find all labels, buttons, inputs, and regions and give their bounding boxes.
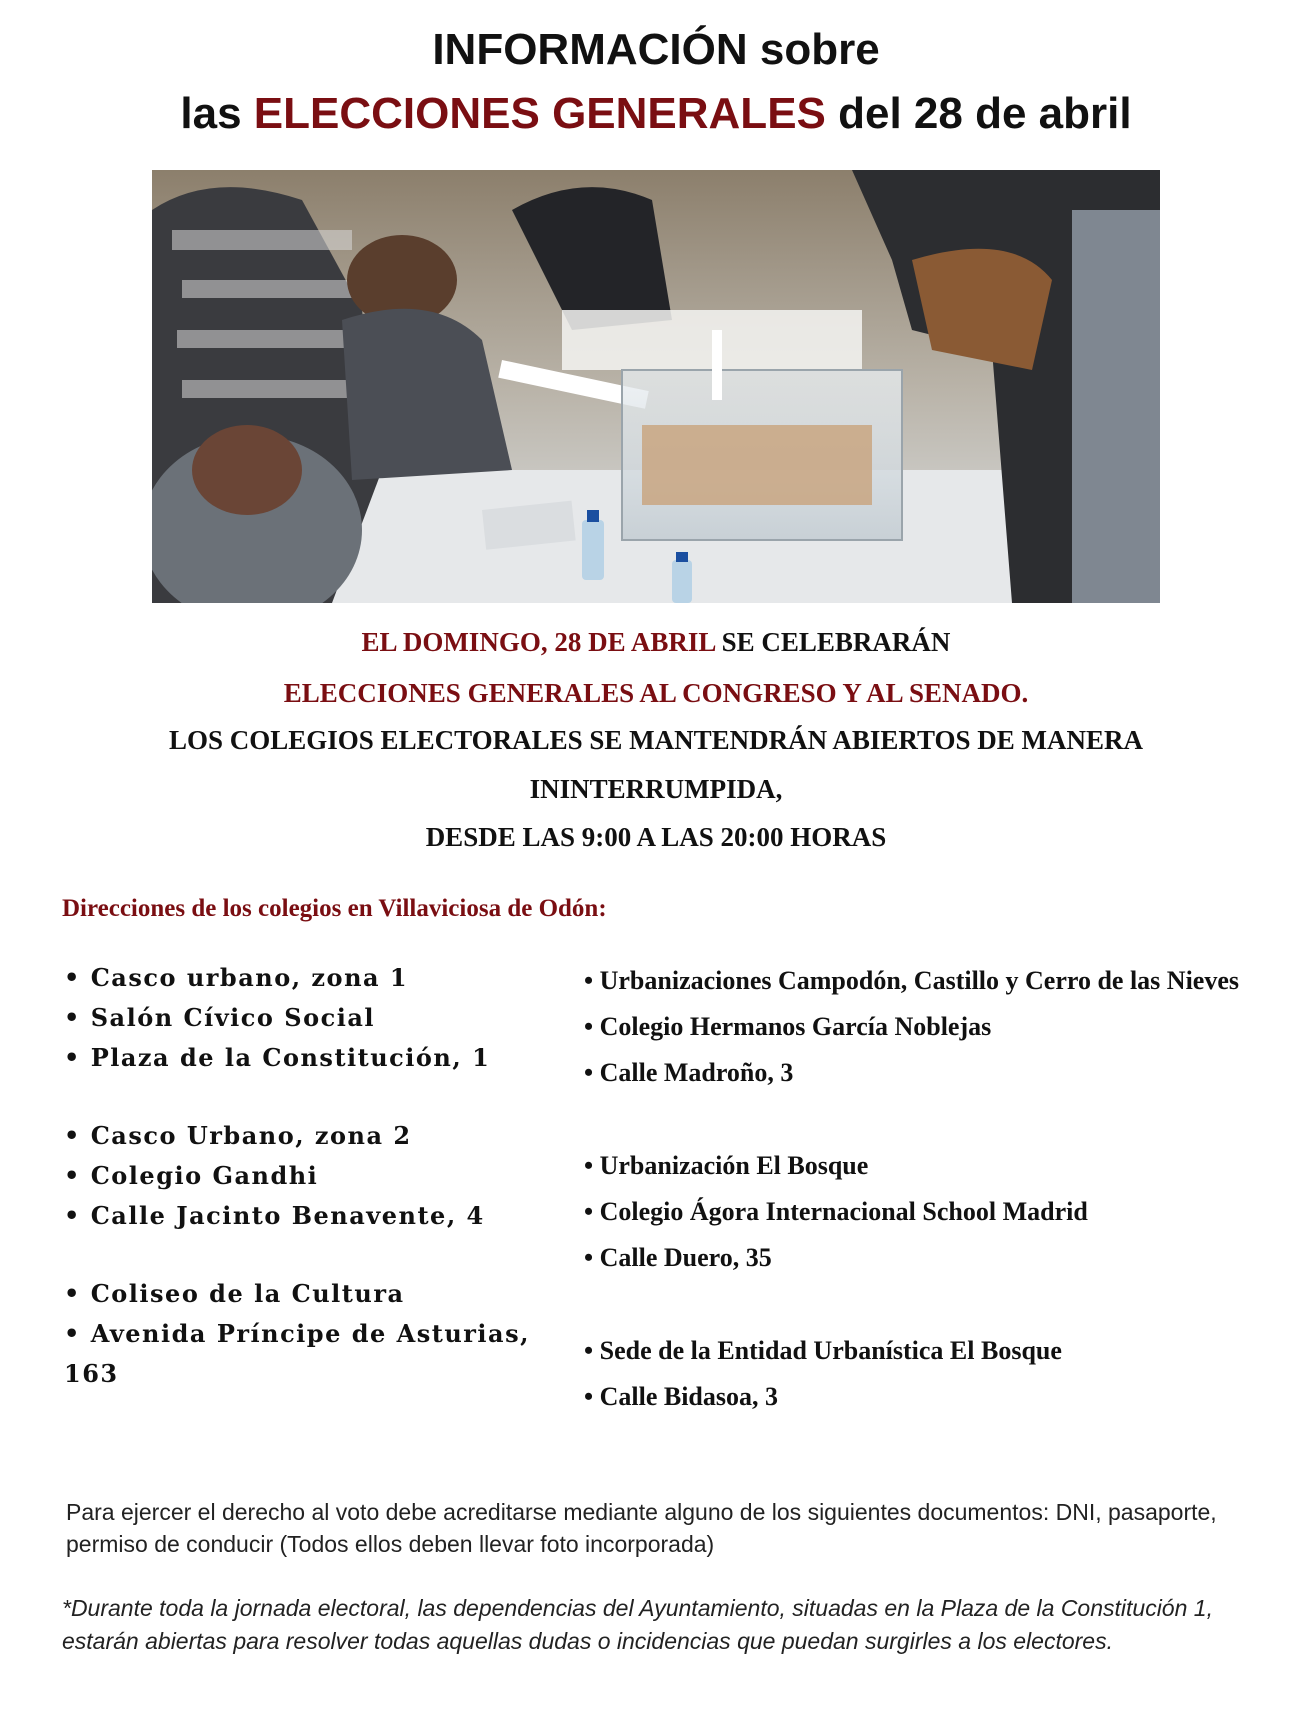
page-title-line-1: INFORMACIÓN sobre: [432, 25, 880, 74]
polling-station-group: [64, 958, 584, 1078]
polling-station-item: • Salón Cívico Social: [64, 1003, 376, 1032]
polling-station-item: • Sede de la Entidad Urbanística El Bosque: [584, 1336, 1062, 1365]
polling-station-item: • Colegio Ágora Internacional School Madrid: [584, 1197, 1088, 1226]
polling-station-item: • Calle Madroño, 3: [584, 1058, 794, 1087]
announcement-uninterrupted: ININTERRUMPIDA,: [529, 774, 783, 804]
polling-station-group: [584, 958, 1264, 1096]
polling-station-item: • Calle Duero, 35: [584, 1243, 772, 1272]
announcement-hours: DESDE LAS 9:00 A LAS 20:00 HORAS: [425, 822, 887, 852]
polling-station-item: • Casco urbano, zona 1: [64, 963, 409, 992]
announcement-election-type: ELECCIONES GENERALES AL CONGRESO Y AL SENADO.: [283, 678, 1029, 708]
announcement-date-accent: EL DOMINGO, 28 DE ABRIL: [361, 627, 715, 657]
polling-stations-left-column: [64, 958, 584, 1432]
polling-station-item: • Plaza de la Constitución, 1: [64, 1043, 491, 1072]
directions-heading: Direcciones de los colegios en Villaviciosa de Odón:: [62, 895, 607, 922]
polling-station-group: [64, 1274, 584, 1394]
title-suffix: del 28 de abril: [825, 89, 1132, 138]
polling-station-group: [584, 1328, 1264, 1420]
polling-station-item: • Colegio Hermanos García Noblejas: [584, 1012, 992, 1041]
polling-station-item: • Urbanizaciones Campodón, Castillo y Cerro de las Nieves: [584, 966, 1239, 995]
title-accent: ELECCIONES GENERALES: [253, 89, 826, 138]
polling-station-item: • Casco Urbano, zona 2: [64, 1121, 412, 1150]
town-hall-footnote: *Durante toda la jornada electoral, las dependencias del Ayuntamiento, situadas en la Plaza de la Constitución 1, estarán abiertas para resolver todas aquellas dudas o incidencias que puedan surgirles a los electores.: [62, 1595, 1213, 1654]
polling-stations-right-column: [584, 958, 1264, 1467]
polling-station-item: • Urbanización El Bosque: [584, 1151, 869, 1180]
polling-station-item: • Calle Bidasoa, 3: [584, 1382, 779, 1411]
polling-station-item: • Coliseo de la Cultura: [64, 1279, 405, 1308]
polling-station-group: [584, 1143, 1264, 1281]
voting-photo: [152, 170, 1160, 603]
polling-station-item: • Calle Jacinto Benavente, 4: [64, 1201, 485, 1230]
announcement-date-rest: SE CELEBRARÁN: [714, 627, 951, 657]
title-prefix: las: [180, 89, 254, 138]
voting-photo-illustration: [152, 170, 1160, 603]
polling-station-group: [64, 1116, 584, 1236]
announcement-date: [40, 625, 1272, 659]
page-title-line-2: [0, 86, 1312, 142]
polling-station-item: • Colegio Gandhi: [64, 1161, 319, 1190]
id-requirement-note: Para ejercer el derecho al voto debe acreditarse mediante alguno de los siguientes documentos: DNI, pasaporte, permiso de conducir (Todos ellos deben llevar foto incorporada): [66, 1499, 1217, 1557]
announcement-opening-info: LOS COLEGIOS ELECTORALES SE MANTENDRÁN ABIERTOS DE MANERA: [168, 725, 1144, 755]
polling-station-item: • Avenida Príncipe de Asturias, 163: [64, 1319, 530, 1388]
